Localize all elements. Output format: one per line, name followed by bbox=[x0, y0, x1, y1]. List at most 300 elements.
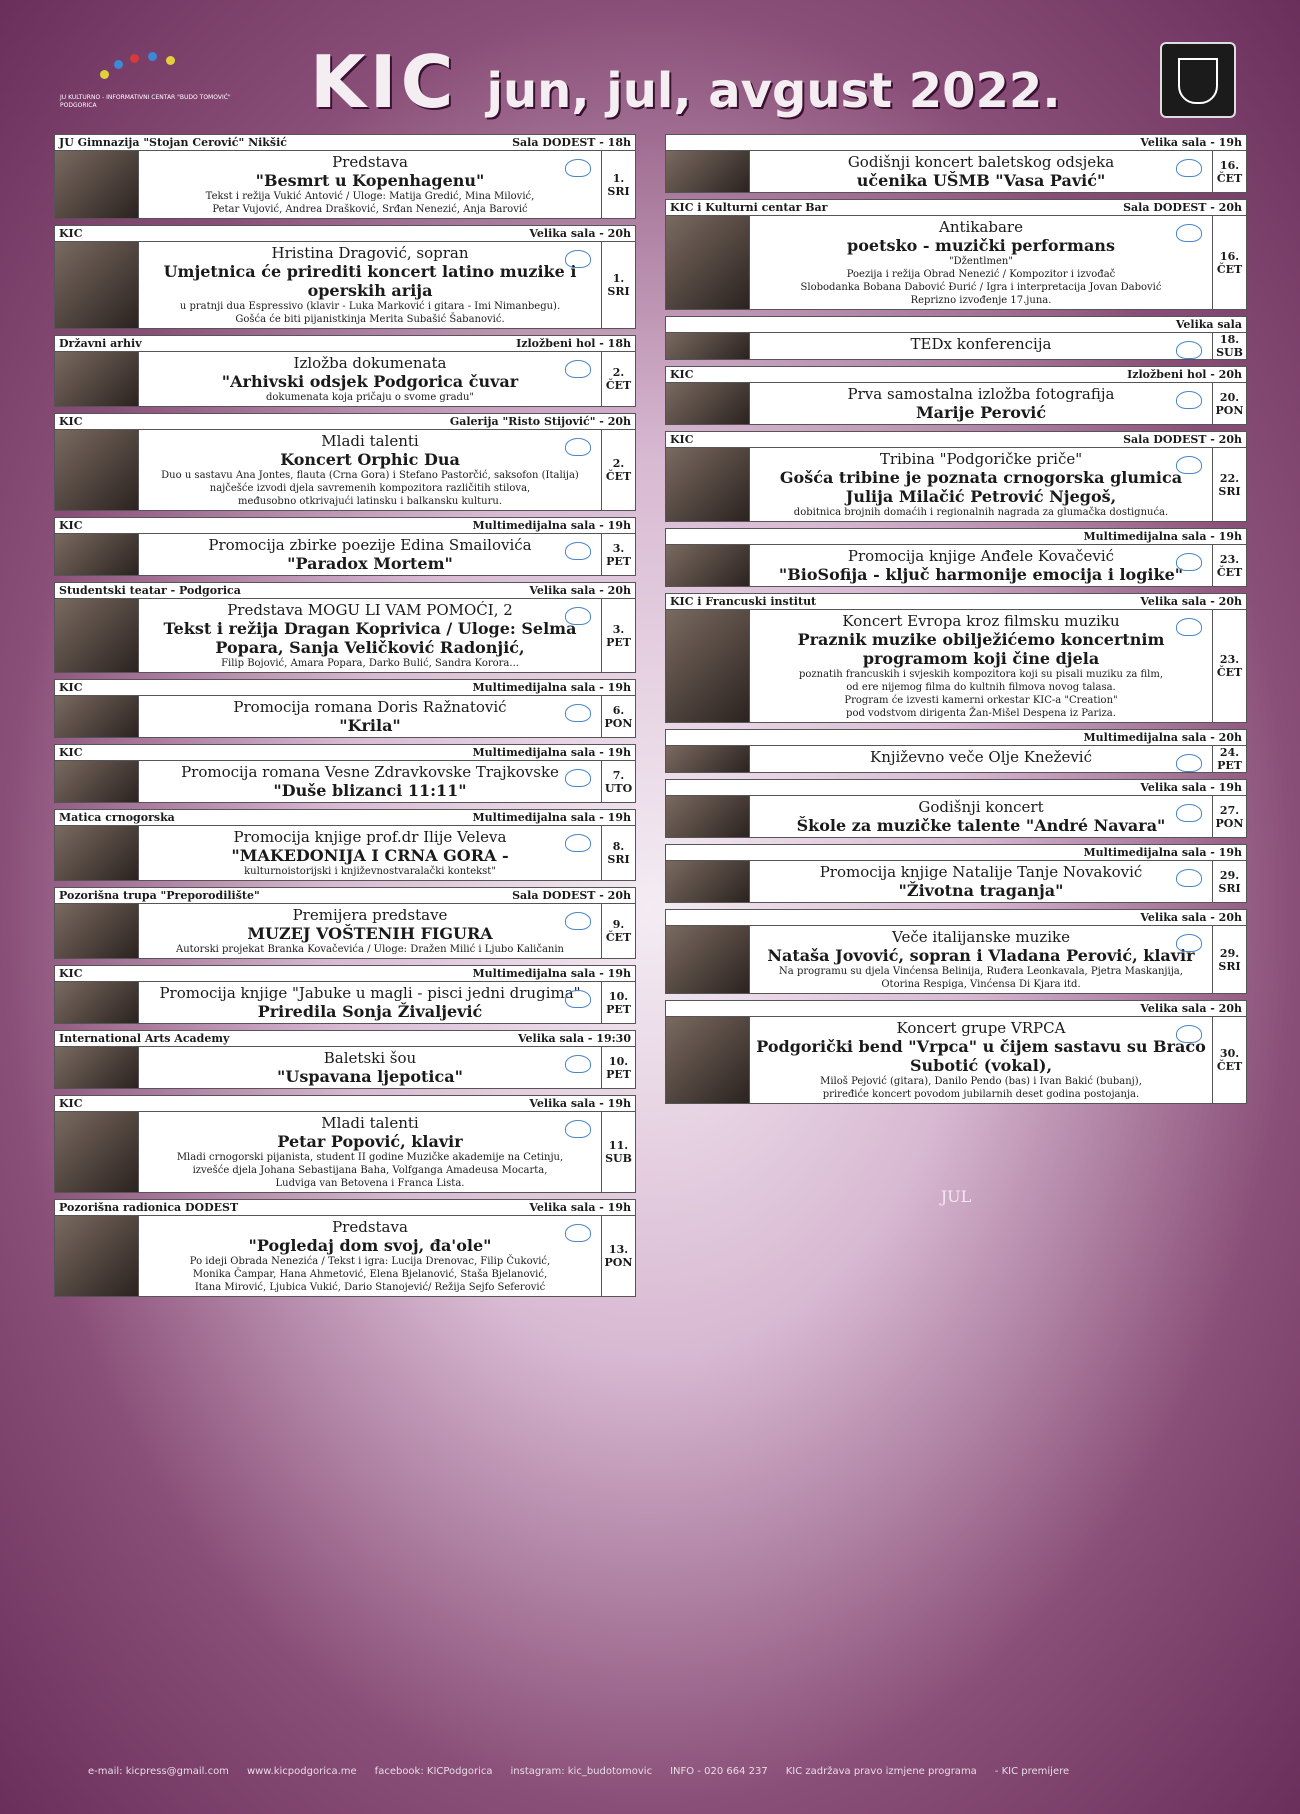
footer-instagram[interactable]: instagram: kic_budotomovic bbox=[510, 1766, 653, 1777]
event-body bbox=[54, 242, 636, 329]
event-photo bbox=[55, 982, 139, 1023]
heart-icon bbox=[565, 250, 591, 268]
event-line: Baletski šou bbox=[323, 1049, 417, 1067]
event-line: Gošća će biti pijanistkinja Merita Subašić Šabanović. bbox=[235, 314, 505, 325]
event-line: Promocija knjige "Jabuke u magli - pisci jedni drugima" bbox=[159, 984, 581, 1002]
event-date bbox=[1212, 333, 1246, 359]
event-venue: Izložbeni hol - 20h bbox=[1127, 368, 1242, 381]
event-date bbox=[601, 1047, 635, 1088]
event-line: Godišnji koncert baletskog odsjeka bbox=[847, 153, 1115, 171]
footer-email[interactable]: e-mail: kicpress@gmail.com bbox=[88, 1766, 229, 1777]
event-venue: Multimedijalna sala - 19h bbox=[472, 967, 631, 980]
event-line: Mladi crnogorski pijanista, student II godine Muzičke akademije na Cetinju, bbox=[176, 1152, 564, 1163]
event-weekday: SRI bbox=[1218, 959, 1241, 973]
heart-icon bbox=[565, 1120, 591, 1138]
event-venue: Velika sala - 19h bbox=[529, 1097, 631, 1110]
event-line: Podgorički bend "Vrpca" u čijem sastavu su Braco Subotić (vokal), bbox=[756, 1037, 1206, 1075]
event-line: Hristina Dragović, sopran bbox=[271, 244, 469, 262]
event-organizer: KIC bbox=[59, 415, 83, 428]
event-venue: Multimedijalna sala - 19h bbox=[472, 681, 631, 694]
event-body bbox=[54, 430, 636, 511]
event-organizer: KIC bbox=[59, 519, 83, 532]
event-header bbox=[54, 1030, 636, 1047]
event-day: 23. bbox=[1219, 552, 1240, 566]
event-day: 16. bbox=[1219, 158, 1240, 172]
event-line: "Džentlmen" bbox=[949, 256, 1013, 267]
event-weekday: SRI bbox=[1218, 881, 1241, 895]
event-body bbox=[665, 545, 1247, 587]
event-line: Po ideji Obrada Nenezića / Tekst i igra: Lucija Drenovac, Filip Čuković, bbox=[189, 1256, 551, 1267]
event-header bbox=[54, 887, 636, 904]
event-date bbox=[601, 1112, 635, 1192]
event-body bbox=[54, 904, 636, 959]
heart-icon bbox=[1176, 754, 1202, 772]
event-line: Predstava bbox=[332, 153, 408, 171]
event-organizer: KIC bbox=[59, 967, 83, 980]
event-description bbox=[750, 610, 1212, 722]
event-line: Gošća tribine je poznata crnogorska glumica Julija Milačić Petrović Njegoš, bbox=[779, 468, 1183, 506]
heart-icon bbox=[1176, 934, 1202, 952]
heart-icon bbox=[565, 834, 591, 852]
event-day: 2. bbox=[612, 457, 625, 470]
event-line: u pratnji dua Espressivo (klavir - Luka Marković i gitara - Imi Nimanbegu). bbox=[179, 301, 561, 312]
event-description bbox=[139, 696, 601, 737]
event-description bbox=[750, 796, 1212, 837]
event-header bbox=[54, 225, 636, 242]
event-line: Mladi talenti bbox=[321, 1114, 419, 1132]
event-venue: Multimedijalna sala - 19h bbox=[1083, 846, 1242, 859]
event-line: Godišnji koncert bbox=[918, 798, 1044, 816]
event-weekday: PET bbox=[606, 1002, 631, 1016]
event-description bbox=[750, 746, 1212, 772]
event-line: TEDx konferencija bbox=[910, 335, 1052, 353]
event-venue: Galerija "Risto Stijović" - 20h bbox=[449, 415, 631, 428]
event-day: 10. bbox=[608, 989, 629, 1003]
header bbox=[0, 0, 1300, 130]
heart-icon bbox=[565, 912, 591, 930]
event-photo bbox=[666, 216, 750, 309]
event-date bbox=[1212, 448, 1246, 521]
event-day: 7. bbox=[612, 768, 625, 782]
event-date bbox=[601, 352, 635, 406]
event-line: Škole za muzičke talente "André Navara" bbox=[796, 816, 1166, 835]
event-line: Otorina Respiga, Vinćensa Di Kjara itd. bbox=[881, 979, 1081, 990]
event-day: 22. bbox=[1219, 471, 1240, 485]
event-venue: Velika sala - 20h bbox=[1140, 1002, 1242, 1015]
heart-icon bbox=[565, 769, 591, 787]
event-header bbox=[54, 744, 636, 761]
event-photo bbox=[55, 1047, 139, 1088]
heart-icon bbox=[1176, 869, 1202, 887]
event-weekday: UTO bbox=[604, 781, 633, 795]
event-venue: Sala DODEST - 20h bbox=[512, 889, 631, 902]
event-body bbox=[54, 1047, 636, 1089]
event-day: 23. bbox=[1219, 653, 1240, 666]
event-description bbox=[750, 545, 1212, 586]
event-weekday: SRI bbox=[607, 184, 630, 198]
event-photo bbox=[55, 761, 139, 802]
event-weekday: ČET bbox=[1216, 666, 1243, 679]
event-line: Koncert Orphic Dua bbox=[280, 450, 460, 469]
event-line: Petar Popović, klavir bbox=[277, 1132, 463, 1151]
event-organizer: Studentski teatar - Podgorica bbox=[59, 584, 241, 597]
event-date bbox=[601, 242, 635, 328]
heart-icon bbox=[1176, 224, 1202, 242]
event-line: Promocija romana Doris Ražnatović bbox=[233, 698, 507, 716]
event-header bbox=[54, 517, 636, 534]
event-card bbox=[54, 517, 636, 576]
event-body bbox=[54, 534, 636, 576]
event-photo bbox=[666, 610, 750, 722]
event-date bbox=[1212, 383, 1246, 424]
event-body bbox=[665, 151, 1247, 193]
event-organizer: KIC i Francuski institut bbox=[670, 595, 817, 608]
footer-info: INFO - 020 664 237 bbox=[670, 1766, 768, 1777]
kic-logo bbox=[60, 48, 231, 109]
event-organizer: Pozorišna trupa "Preporodilište" bbox=[59, 889, 260, 902]
event-date bbox=[601, 599, 635, 672]
event-day: 10. bbox=[608, 1054, 629, 1068]
event-line: Mladi talenti bbox=[321, 432, 419, 450]
event-description bbox=[750, 333, 1212, 359]
event-photo bbox=[666, 448, 750, 521]
event-card bbox=[54, 413, 636, 511]
event-description bbox=[139, 904, 601, 958]
event-card bbox=[54, 1199, 636, 1297]
event-day: 8. bbox=[612, 840, 625, 853]
event-photo bbox=[55, 826, 139, 880]
event-date bbox=[601, 696, 635, 737]
footer-web[interactable]: www.kicpodgorica.me bbox=[246, 1766, 357, 1777]
event-body bbox=[665, 216, 1247, 310]
event-photo bbox=[666, 151, 750, 192]
event-weekday: PON bbox=[1215, 403, 1244, 417]
event-body bbox=[665, 796, 1247, 838]
event-header bbox=[54, 809, 636, 826]
event-date bbox=[601, 430, 635, 510]
event-organizer: Pozorišna radionica DODEST bbox=[59, 1201, 239, 1214]
event-date bbox=[1212, 610, 1246, 722]
page-title bbox=[310, 40, 1061, 124]
event-photo bbox=[55, 151, 139, 218]
event-header bbox=[665, 316, 1247, 333]
event-day: 20. bbox=[1219, 390, 1240, 404]
event-day: 24. bbox=[1219, 746, 1240, 759]
event-body bbox=[54, 826, 636, 881]
event-line: Monika Čampar, Hana Ahmetović, Elena Bjelanović, Staša Bjelanović, bbox=[192, 1269, 548, 1280]
event-photo bbox=[55, 904, 139, 958]
event-weekday: ČET bbox=[605, 379, 632, 392]
event-line: dokumenata koja pričaju o svome gradu" bbox=[265, 392, 475, 403]
event-line: međusobno otkrivajući latinsku i balkansku kulturu. bbox=[237, 496, 503, 507]
event-line: Ludviga van Betovena i Franca Lista. bbox=[275, 1178, 465, 1189]
event-organizer: KIC i Kulturni centar Bar bbox=[670, 201, 828, 214]
event-date bbox=[601, 151, 635, 218]
event-body bbox=[665, 333, 1247, 360]
heart-icon bbox=[1176, 341, 1202, 359]
footer bbox=[88, 1766, 1248, 1777]
event-card bbox=[54, 582, 636, 673]
event-card bbox=[665, 729, 1247, 773]
heart-icon bbox=[565, 360, 591, 378]
logo-text: JU KULTURNO - INFORMATIVNI CENTAR "BUDO TOMOVIĆ" PODGORICA bbox=[60, 94, 231, 109]
event-weekday: PET bbox=[1217, 759, 1242, 772]
event-line: Umjetnica će prirediti koncert latino muzike i operskih arija bbox=[163, 262, 577, 300]
event-card bbox=[665, 844, 1247, 903]
event-card bbox=[665, 134, 1247, 193]
event-line: Antikabare bbox=[939, 218, 1023, 236]
event-line: Reprizno izvođenje 17.juna. bbox=[910, 295, 1052, 306]
event-weekday: SUB bbox=[605, 1152, 632, 1165]
event-card bbox=[665, 528, 1247, 587]
event-description bbox=[139, 1112, 601, 1192]
event-line: Itana Mirović, Ljubica Vukić, Dario Stanojević/ Režija Sejfo Seferović bbox=[194, 1282, 546, 1293]
event-weekday: PON bbox=[1215, 816, 1244, 830]
event-line: Promocija romana Vesne Zdravkovske Trajkovske bbox=[181, 763, 559, 781]
event-line: "Pogledaj dom svoj, đa'ole" bbox=[248, 1236, 492, 1255]
event-venue: Multimedijalna sala - 20h bbox=[1083, 731, 1242, 744]
event-organizer: KIC bbox=[59, 746, 83, 759]
event-date bbox=[601, 904, 635, 958]
event-day: 29. bbox=[1219, 868, 1240, 882]
footer-note: KIC zadržava pravo izmjene programa bbox=[785, 1766, 977, 1777]
event-venue: Velika sala - 20h bbox=[1140, 911, 1242, 924]
event-day: 9. bbox=[612, 918, 625, 931]
event-description bbox=[139, 761, 601, 802]
event-description bbox=[139, 982, 601, 1023]
event-organizer: KIC bbox=[59, 227, 83, 240]
heart-icon bbox=[565, 704, 591, 722]
event-description bbox=[139, 534, 601, 575]
event-venue: Multimedijalna sala - 19h bbox=[472, 519, 631, 532]
heart-icon bbox=[1176, 804, 1202, 822]
event-day: 30. bbox=[1219, 1047, 1240, 1060]
event-description bbox=[139, 151, 601, 218]
event-line: Promocija knjige prof.dr Ilije Veleva bbox=[233, 828, 507, 846]
event-venue: Sala DODEST - 20h bbox=[1123, 201, 1242, 214]
event-weekday: ČET bbox=[1216, 171, 1243, 185]
event-body bbox=[54, 696, 636, 738]
event-weekday: ČET bbox=[1216, 262, 1243, 276]
event-venue: Sala DODEST - 20h bbox=[1123, 433, 1242, 446]
event-photo bbox=[55, 599, 139, 672]
event-line: učenika UŠMB "Vasa Pavić" bbox=[856, 171, 1106, 190]
event-line: "Životna traganja" bbox=[898, 881, 1064, 900]
event-line: Slobodanka Bobana Dabović Đurić / Igra i interpretacija Jovan Dabović bbox=[800, 282, 1162, 293]
event-line: od ere nijemog filma do kultnih filmova novog talasa. bbox=[846, 682, 1116, 693]
event-organizer: JU Gimnazija "Stojan Cerović" Nikšić bbox=[59, 136, 287, 149]
event-card bbox=[665, 593, 1247, 723]
event-date bbox=[1212, 151, 1246, 192]
heart-icon bbox=[1176, 159, 1202, 177]
event-card bbox=[665, 431, 1247, 522]
event-date bbox=[1212, 545, 1246, 586]
event-line: Tribina "Podgoričke priče" bbox=[879, 450, 1083, 468]
event-date bbox=[601, 826, 635, 880]
event-body bbox=[54, 352, 636, 407]
event-venue: Sala DODEST - 18h bbox=[512, 136, 631, 149]
event-header bbox=[54, 1095, 636, 1112]
event-organizer: Matica crnogorska bbox=[59, 811, 175, 824]
event-venue: Izložbeni hol - 18h bbox=[516, 337, 631, 350]
event-line: Promocija knjige Anđele Kovačević bbox=[847, 547, 1115, 565]
event-weekday: ČET bbox=[1216, 565, 1243, 579]
event-description bbox=[139, 1047, 601, 1088]
title-months: jun, jul, avgust 2022. bbox=[486, 63, 1061, 119]
event-line: dobitnica brojnih domaćih i regionalnih nagrada za glumačka dostignuća. bbox=[793, 507, 1169, 518]
event-header bbox=[54, 335, 636, 352]
event-line: "Krila" bbox=[339, 716, 401, 735]
event-body bbox=[54, 599, 636, 673]
event-description bbox=[139, 1216, 601, 1296]
event-date bbox=[601, 1216, 635, 1296]
event-date bbox=[1212, 216, 1246, 309]
event-photo bbox=[666, 545, 750, 586]
event-header bbox=[54, 413, 636, 430]
logo-dots-icon bbox=[100, 48, 200, 88]
event-line: Filip Bojović, Amara Popara, Darko Bulić, Sandra Korora... bbox=[221, 658, 519, 669]
event-line: Program će izvesti kamerni orkestar KIC-a "Creation" bbox=[844, 695, 1118, 706]
event-day: 2. bbox=[612, 366, 625, 379]
event-description bbox=[750, 151, 1212, 192]
event-line: Koncert Evropa kroz filmsku muziku bbox=[842, 612, 1120, 630]
event-header bbox=[54, 134, 636, 151]
event-header bbox=[54, 679, 636, 696]
event-description bbox=[750, 861, 1212, 902]
event-body bbox=[54, 1216, 636, 1297]
event-body bbox=[54, 1112, 636, 1193]
event-line: pod vodstvom dirigenta Žan-Mišel Despena iz Pariza. bbox=[846, 708, 1116, 719]
event-weekday: SUB bbox=[1216, 346, 1243, 359]
event-line: Tekst i režija Dragan Koprivica / Uloge: Selma Popara, Sanja Veličković Radonjić, bbox=[163, 619, 577, 657]
event-weekday: SRI bbox=[607, 285, 630, 298]
event-line: "Besmrt u Kopenhagenu" bbox=[255, 171, 485, 190]
event-description bbox=[139, 352, 601, 406]
event-line: Veče italijanske muzike bbox=[892, 928, 1070, 946]
event-header bbox=[54, 965, 636, 982]
heart-icon bbox=[1176, 1025, 1202, 1043]
event-line: Marije Perović bbox=[915, 403, 1047, 422]
event-body bbox=[54, 761, 636, 803]
event-photo bbox=[55, 430, 139, 510]
event-line: Autorski projekat Branka Kovačevića / Uloge: Dražen Milić i Ljubo Kaličanin bbox=[175, 944, 565, 955]
event-organizer: Državni arhiv bbox=[59, 337, 142, 350]
heart-icon bbox=[1176, 456, 1202, 474]
event-date bbox=[601, 761, 635, 802]
event-body bbox=[665, 383, 1247, 425]
event-line: Petar Vujović, Andrea Drašković, Srđan Nenezić, Anja Barović bbox=[212, 204, 528, 215]
event-photo bbox=[55, 696, 139, 737]
event-header bbox=[665, 729, 1247, 746]
event-day: 13. bbox=[608, 1243, 629, 1256]
event-header bbox=[665, 366, 1247, 383]
event-photo bbox=[666, 746, 750, 772]
event-day: 27. bbox=[1219, 803, 1240, 817]
event-card bbox=[54, 1030, 636, 1089]
event-weekday: ČET bbox=[1216, 1060, 1243, 1073]
event-card bbox=[54, 965, 636, 1024]
event-photo bbox=[666, 333, 750, 359]
event-card bbox=[665, 779, 1247, 838]
event-day: 1. bbox=[612, 171, 625, 185]
event-line: Duo u sastavu Ana Jontes, flauta (Crna Gora) i Stefano Pastorčić, saksofon (Italija) bbox=[161, 470, 579, 481]
event-line: Praznik muzike obilježićemo koncertnim programom koji čine djela bbox=[797, 630, 1165, 668]
event-line: Prva samostalna izložba fotografija bbox=[847, 385, 1115, 403]
event-photo bbox=[55, 352, 139, 406]
heart-icon bbox=[565, 607, 591, 625]
event-weekday: PET bbox=[606, 554, 631, 568]
event-card bbox=[54, 1095, 636, 1193]
event-date bbox=[601, 534, 635, 575]
event-line: kulturnoistorijski i književnostvaralački kontekst" bbox=[244, 866, 496, 877]
event-header bbox=[54, 1199, 636, 1216]
left-column bbox=[54, 134, 636, 1303]
event-description bbox=[139, 242, 601, 328]
event-day: 11. bbox=[608, 1139, 629, 1152]
event-body bbox=[665, 926, 1247, 994]
event-card bbox=[54, 887, 636, 959]
event-weekday: ČET bbox=[605, 931, 632, 944]
event-photo bbox=[55, 1112, 139, 1192]
event-organizer: KIC bbox=[59, 681, 83, 694]
event-photo bbox=[666, 796, 750, 837]
event-date bbox=[1212, 926, 1246, 993]
event-day: 3. bbox=[612, 541, 625, 555]
event-description bbox=[750, 926, 1212, 993]
heart-icon bbox=[565, 1224, 591, 1242]
event-date bbox=[1212, 746, 1246, 772]
event-line: najčešće izvodi djela savremenih kompozitora različitih stilova, bbox=[209, 483, 531, 494]
heart-icon bbox=[1176, 618, 1202, 636]
event-card bbox=[665, 316, 1247, 360]
event-body bbox=[665, 448, 1247, 522]
event-header bbox=[665, 199, 1247, 216]
event-line: Premijera predstave bbox=[292, 906, 448, 924]
event-line: Promocija knjige Natalije Tanje Novaković bbox=[819, 863, 1143, 881]
event-photo bbox=[55, 1216, 139, 1296]
event-venue: Velika sala - 19:30 bbox=[518, 1032, 631, 1045]
footer-facebook[interactable]: facebook: KICPodgorica bbox=[374, 1766, 493, 1777]
event-line: "Duše blizanci 11:11" bbox=[273, 781, 467, 800]
heart-icon bbox=[1176, 391, 1202, 409]
event-day: 3. bbox=[612, 622, 625, 636]
event-line: Predstava bbox=[332, 1218, 408, 1236]
heart-icon bbox=[565, 159, 591, 177]
event-date bbox=[1212, 796, 1246, 837]
event-line: Poezija i režija Obrad Nenezić / Kompozitor i izvođač bbox=[846, 269, 1116, 280]
event-organizer: International Arts Academy bbox=[59, 1032, 230, 1045]
event-card bbox=[54, 335, 636, 407]
event-body bbox=[665, 1017, 1247, 1104]
event-photo bbox=[666, 383, 750, 424]
event-description bbox=[750, 216, 1212, 309]
event-weekday: PON bbox=[604, 716, 633, 730]
heart-icon bbox=[565, 438, 591, 456]
event-card bbox=[54, 679, 636, 738]
event-header bbox=[665, 909, 1247, 926]
event-card bbox=[54, 744, 636, 803]
event-line: Izložba dokumenata bbox=[293, 354, 447, 372]
event-venue: Multimedijalna sala - 19h bbox=[1083, 530, 1242, 543]
event-weekday: PON bbox=[604, 1256, 633, 1269]
event-card bbox=[54, 809, 636, 881]
event-venue: Multimedijalna sala - 19h bbox=[472, 746, 631, 759]
event-line: MUZEJ VOŠTENIH FIGURA bbox=[247, 924, 493, 943]
event-line: Nataša Jovović, sopran i Vladana Perović, klavir bbox=[767, 946, 1195, 965]
right-column bbox=[665, 134, 1247, 1110]
section-jul: JUL bbox=[940, 1187, 972, 1206]
event-line: "Arhivski odsjek Podgorica čuvar bbox=[221, 372, 519, 391]
